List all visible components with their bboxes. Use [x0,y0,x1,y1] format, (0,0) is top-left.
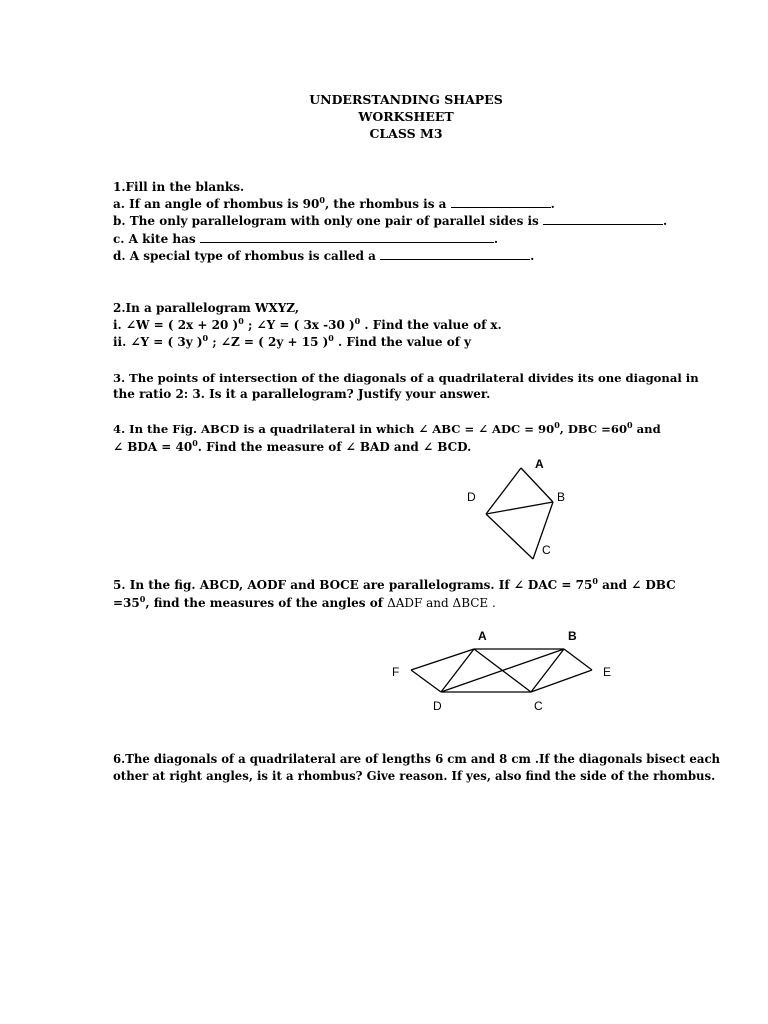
q3-line-2: the ratio 2: 3. Is it a parallelogram? Justify your answer. [113,387,491,401]
label-a: A [535,457,544,471]
edge-be [564,649,592,670]
edge-ab [521,468,553,502]
q1-heading: 1.Fill in the blanks. [113,180,245,194]
q1-item-c: c. A kite has . [113,232,498,246]
q2-item-i: i. ∠W = ( 2x + 20 )$^0$ ; ∠Y = ( 3x -30 )$^0$ . Find the value of x. [113,316,502,332]
q1-item-d: d. A special type of rhombus is called a . [113,249,535,263]
edge-dc [486,514,533,559]
edge-db [486,502,553,514]
q2-item-ii: ii. ∠Y = ( 3y )$^0$ ; ∠Z = ( 2y + 15 )$^0$ . Find the value of y [113,333,472,349]
q5-line-1: 5. In the fig. ABCD, AODF and BOCE are parallelograms. If ∠ DAC = $75^0$ and ∠ DBC [113,576,676,592]
q6-line-2: other at right angles, is it a rhombus? Give reason. If yes, also find the side of the rhombus. [113,769,716,783]
label-d: D [467,490,476,504]
label-e: E [603,665,612,679]
q6-line-1: 6.The diagonals of a quadrilateral are of lengths 6 cm and 8 cm .If the diagonals bisect each [113,752,721,766]
label-b: B [568,629,577,643]
q5-figure-lines [411,649,592,692]
q3-line-1: 3. The points of intersection of the diagonals of a quadrilateral divides its one diagonal in [113,371,699,385]
edge-fd [411,670,441,692]
edge-fa [411,649,474,670]
q2-heading: 2.In a parallelogram WXYZ, [113,301,300,315]
edge-ad [486,468,521,514]
q5-line-2: $=35^0$, find the measures of the angles of ΔADF and ΔBCE . [113,594,496,610]
q1-item-a: a. If an angle of rhombus is $90^0$, the rhombus is a . [113,195,555,211]
worksheet-subtitle: WORKSHEET [358,109,454,124]
worksheet-class: CLASS M3 [369,126,443,141]
q4-line-2: ∠ BDA = $40^0$. Find the measure of ∠ BAD and ∠ BCD. [113,438,472,454]
label-c: C [542,543,551,557]
label-f: F [392,665,400,679]
q1-item-b: b. The only parallelogram with only one pair of parallel sides is . [113,214,668,228]
label-d: D [433,699,442,713]
label-c: C [534,699,543,713]
label-b: B [557,490,566,504]
label-a: A [478,629,487,643]
q4-line-1: 4. In the Fig. ABCD is a quadrilateral in which ∠ ABC = ∠ ADC = $90^0$, DBC $=60^0$ and [113,420,661,436]
worksheet-title: UNDERSTANDING SHAPES [309,92,503,107]
diag-bd [441,649,564,692]
